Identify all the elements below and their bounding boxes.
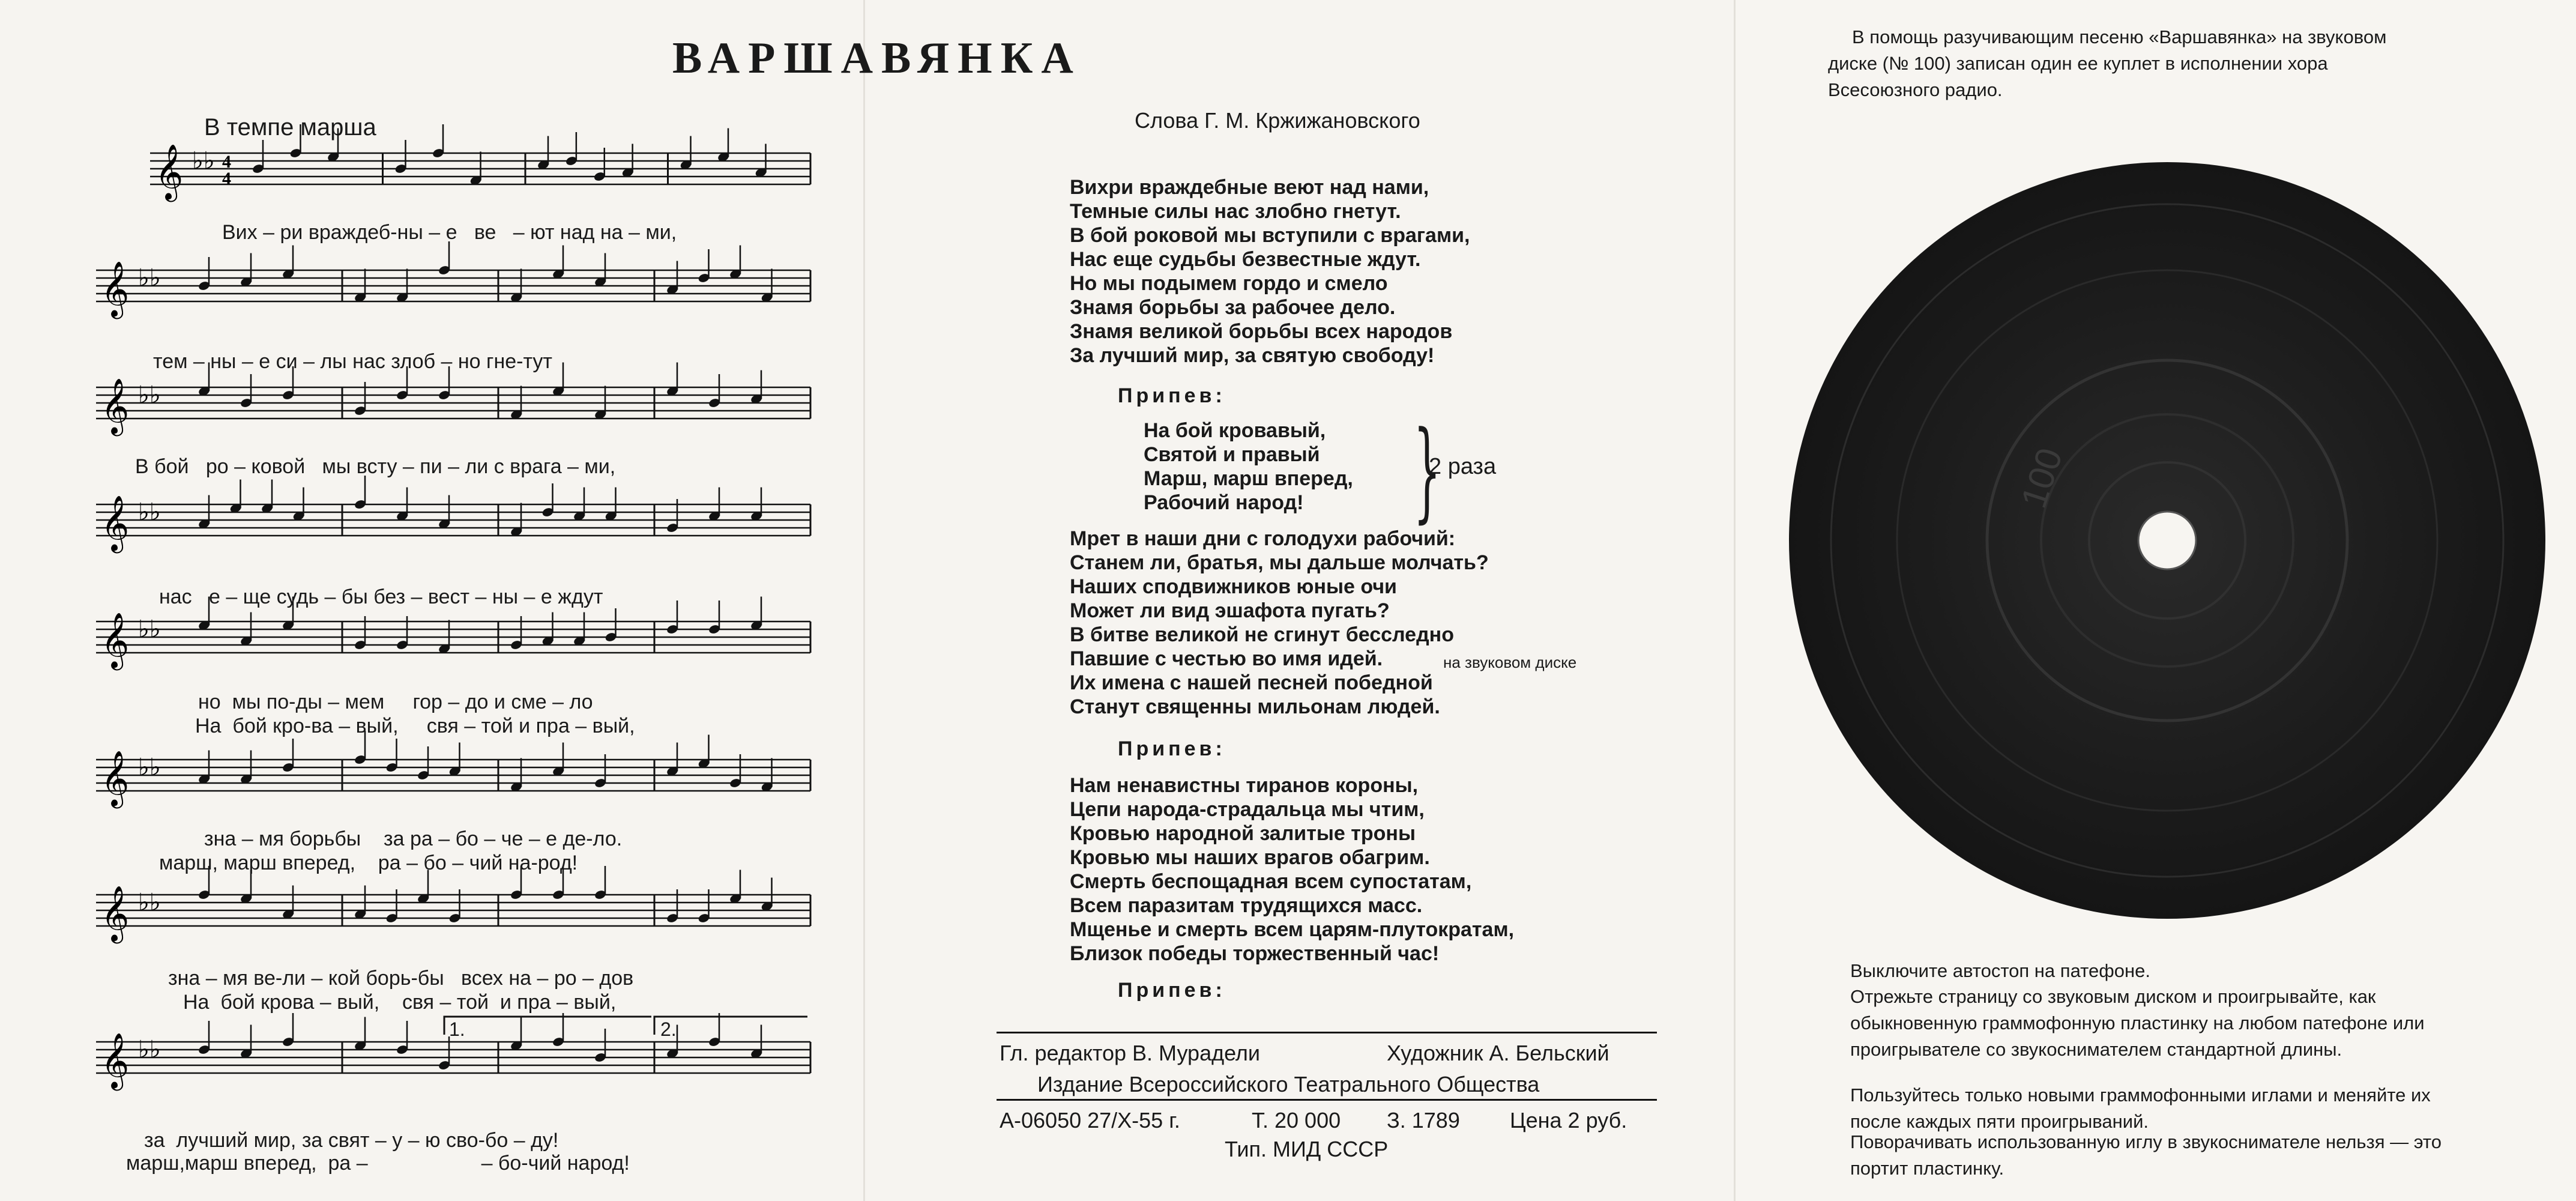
- treble-clef-icon: 𝄞: [101, 261, 130, 316]
- imprint-code: А-06050 27/X-55 г.: [1000, 1108, 1180, 1133]
- tempo-marking: В темпе марша: [204, 114, 376, 141]
- key-signature-icon: ♭♭: [138, 381, 161, 409]
- instruction-2: Отрежьте страницу со звуковым диском и проигрывайте, как обыкновенную граммофонную пластинку на любом патефоне или проигрывателе со звукоснимателем стандартной длины.: [1850, 986, 2425, 1060]
- staff: [96, 866, 810, 943]
- staff: [150, 124, 810, 202]
- score-lyric-line: марш, марш вперед, ра – бо – чий на-род!: [159, 852, 578, 874]
- instruction-4: Поворачивать использованную иглу в звукоснимателе нельзя — это портит пластинку.: [1850, 1131, 2442, 1179]
- imprint-order: З. 1789: [1387, 1108, 1460, 1133]
- vinyl-record: [1759, 162, 2575, 979]
- volta-1-label: 1.: [449, 1018, 465, 1040]
- score-lyric-line: зна – мя борьбы за ра – бо – че – е де-ло.: [204, 827, 623, 850]
- record-number: 100: [2013, 443, 2071, 513]
- verse-3: Нам ненавистны тиранов короны, Цепи народа-страдальца мы чтим, Кровью народной залитые троны Кровью мы наших врагов обагрим. Смерть беспощадная всем супостатам, Всем паразитам трудящихся масс. Мщенье и смерть всем царям-плутократам, Близок победы торжественный час!: [1070, 774, 1515, 965]
- volta-2-label: 2.: [660, 1018, 677, 1040]
- page-fold: [1734, 0, 1736, 1201]
- score-lyric-line: марш,марш вперед, ра – – бо-чий народ!: [126, 1152, 630, 1175]
- stamp-overlay: на звуковом диске: [1441, 653, 1579, 672]
- refrain-text: На бой кровавый, Святой и правый Марш, марш вперед, Рабочий народ!: [1144, 419, 1353, 514]
- key-signature-icon: ♭♭: [138, 498, 161, 526]
- lyrics-author: Слова Г. М. Кржижановского: [1135, 108, 1420, 133]
- imprint-publisher: Издание Всероссийского Театрального Общества: [1037, 1072, 1540, 1097]
- treble-clef-icon: 𝄞: [101, 612, 130, 668]
- score-lyric-line: нас е – ще судь – бы без – вест – ны – е ждут: [159, 585, 603, 608]
- score-lyric-line: На бой кро-ва – вый, свя – той и пра – вый,: [195, 715, 635, 737]
- treble-clef-icon: 𝄞: [101, 1032, 130, 1088]
- key-signature-icon: ♭♭: [138, 754, 161, 781]
- instruction-1: Выключите автостоп на патефоне.: [1850, 960, 2150, 981]
- instruction-3: Пользуйтесь только новыми граммофонными иглами и меняйте их после каждых пяти проигрываний.: [1850, 1085, 2431, 1132]
- verse-2: Мрет в наши дни с голодухи рабочий: Станем ли, братья, мы дальше молчать? Наших сподвижников юные очи Может ли вид эшафота пугать? В битве великой не сгинут бесследно Павшие с честью во имя идей. Их имена с нашей песней победной Станут священны мильонам людей.: [1070, 527, 1489, 718]
- divider: [997, 1099, 1657, 1101]
- imprint-printer: Тип. МИД СССР: [1225, 1137, 1389, 1161]
- score-lyric-line: за лучший мир, за свят – у – ю сво-бо – ду!: [144, 1129, 559, 1152]
- divider: [997, 1032, 1657, 1033]
- imprint-price: Цена 2 руб.: [1510, 1108, 1627, 1133]
- key-signature-icon: ♭♭: [192, 147, 215, 175]
- refrain-repeat: 2 раза: [1429, 454, 1497, 479]
- key-signature-icon: ♭♭: [138, 616, 161, 643]
- score-lyric-line: Вих – ри враждеб-ны – е ве – ют над на – ми,: [222, 221, 677, 244]
- key-signature-icon: ♭♭: [138, 264, 161, 292]
- key-signature-icon: ♭♭: [138, 1036, 161, 1063]
- refrain-label: Припев:: [1118, 737, 1226, 760]
- score-lyric-line: но мы по-ды – мем гор – до и сме – ло: [198, 691, 593, 713]
- imprint-tirage: Т. 20 000: [1252, 1108, 1341, 1133]
- treble-clef-icon: 𝄞: [101, 885, 130, 941]
- score-lyric-line: В бой ро – ковой мы всту – пи – ли с врага – ми,: [135, 455, 616, 478]
- score-lyric-line: тем – ны – е си – лы нас злоб – но гне-тут: [153, 350, 552, 373]
- spindle-hole: [2138, 512, 2196, 569]
- treble-clef-icon: 𝄞: [101, 378, 130, 434]
- refrain-label: Припев:: [1118, 384, 1226, 407]
- record-info: В помощь разучивающим песеню «Варшавянка» на звуковом диске (№ 100) записан один ее куплет в исполнении хора Всесоюзного радио.: [1828, 26, 2387, 100]
- score-lyric-line: На бой крова – вый, свя – той и пра – вый,: [183, 991, 617, 1014]
- score-lyric-line: зна – мя ве-ли – кой борь-бы всех на – ро – дов: [168, 967, 634, 990]
- staff: [96, 241, 810, 319]
- treble-clef-icon: 𝄞: [101, 495, 130, 551]
- time-signature-bottom: 4: [222, 169, 231, 189]
- treble-clef-icon: 𝄞: [155, 144, 184, 199]
- refrain-label: Припев:: [1118, 979, 1226, 1002]
- imprint-editor: Гл. редактор В. Мурадели: [1000, 1041, 1261, 1065]
- imprint-artist: Художник А. Бельский: [1387, 1041, 1609, 1065]
- staff: [96, 731, 810, 808]
- time-signature-top: 4: [222, 152, 231, 172]
- treble-clef-icon: 𝄞: [101, 750, 130, 806]
- key-signature-icon: ♭♭: [138, 889, 161, 916]
- volta-bracket: [444, 1017, 651, 1035]
- verse-1: Вихри враждебные веют над нами, Темные силы нас злобно гнетут. В бой роковой мы вступили с врагами, Нас еще судьбы безвестные ждут. Но мы подымем гордо и смело Знамя борьбы за рабочее дело. Знамя великой борьбы всех народов За лучший мир, за святую свободу!: [1070, 176, 1470, 367]
- brace: }: [1413, 408, 1441, 534]
- staff: [96, 476, 810, 553]
- song-title: ВАРШАВЯНКА: [672, 34, 1082, 83]
